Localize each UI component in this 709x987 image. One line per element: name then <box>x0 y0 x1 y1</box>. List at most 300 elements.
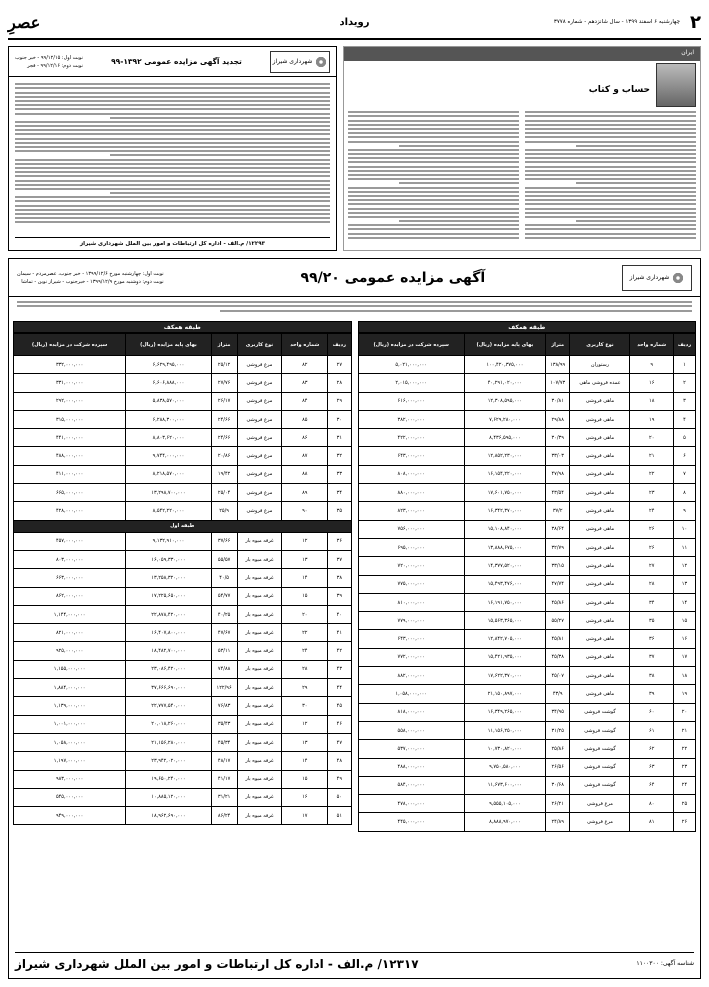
text-line <box>110 117 331 119</box>
table-cell: ماهی فروشی <box>570 557 630 575</box>
table-cell: عمده فروشی ماهی <box>570 374 630 392</box>
table-cell: ۲۶/۱۷ <box>211 392 237 410</box>
table-cell: ۱,۱۴۴,۰۰۰,۰۰۰ <box>14 605 126 623</box>
text-line <box>525 161 696 163</box>
table-cell: ۴۵/۸۶ <box>545 593 570 611</box>
table-cell: ۸۳ <box>282 374 328 392</box>
table-cell: ۸۰۳,۰۰۰,۰۰۰ <box>14 550 126 568</box>
table-cell: ۸۱۰,۰۰۰,۰۰۰ <box>358 593 464 611</box>
table-cell: مرغ فروشی <box>237 429 282 447</box>
table-cell: ۹,۵۵۵,۱۰۵,۰۰۰ <box>464 795 545 813</box>
table-cell: ۹,۱۳۲,۹۱۰,۰۰۰ <box>126 532 211 550</box>
text-line <box>15 142 330 144</box>
table-cell: ۱۹,۶۵۰,۲۴۰,۰۰۰ <box>126 770 211 788</box>
table-cell: ۳۰/۳۹ <box>545 429 570 447</box>
text-line <box>110 192 331 194</box>
text-line <box>15 180 330 182</box>
table-cell: ۶۲ <box>630 740 673 758</box>
table-cell: ۳۰ <box>328 410 351 428</box>
table-cell: ۱۳,۲۵۸,۳۲۰,۰۰۰ <box>126 569 211 587</box>
text-line <box>525 170 696 172</box>
table-cell: ۳۷,۶۶۶,۶۹۰,۰۰۰ <box>126 679 211 697</box>
table-cell: ۸۸۲,۰۰۰,۰۰۰ <box>358 667 464 685</box>
table-cell: ۷۴/۸۸ <box>211 660 237 678</box>
text-line <box>525 166 696 168</box>
text-line <box>15 108 330 110</box>
table-cell: ۳۷ <box>630 648 673 666</box>
text-line <box>525 149 696 151</box>
table-cell: ۲۹ <box>328 392 351 410</box>
table-cell: ۲۴/۸۹ <box>545 813 570 831</box>
table-cell: ماهی فروشی <box>570 447 630 465</box>
article-title: حساب و کتاب <box>588 85 650 95</box>
table-cell: ۱۰ <box>673 520 695 538</box>
auction-intro-text <box>9 297 700 317</box>
table-cell: ۵۳/۱۱ <box>211 642 237 660</box>
table-row <box>14 502 352 520</box>
table-cell: ۲۷ <box>328 356 351 374</box>
table-row <box>14 410 352 428</box>
text-line <box>525 216 696 218</box>
table-cell: ۸,۲۱۸,۵۷۰,۰۰۰ <box>126 465 211 483</box>
table-cell: ۱۷,۲۲۵,۶۵۰,۰۰۰ <box>126 587 211 605</box>
text-line <box>15 209 330 211</box>
table-cell: ۸,۸۸۸,۹۷۰,۰۰۰ <box>464 813 545 831</box>
page-number: ۲ <box>690 11 701 33</box>
table-cell: ۳۷/۲ <box>545 502 570 520</box>
table-cell: ۳۷/۶۶ <box>211 532 237 550</box>
text-line <box>15 221 330 223</box>
table-caption: طبقه همکف <box>13 321 352 333</box>
table-row <box>14 429 352 447</box>
text-line <box>15 104 330 106</box>
table-cell: ۶,۲۸۸,۳۰۰,۰۰۰ <box>126 410 211 428</box>
table-cell: ۱۳ <box>282 733 328 751</box>
column-header: شماره واحد <box>630 334 673 356</box>
text-line <box>348 191 519 193</box>
table-cell: ۳۳/۰۳ <box>545 447 570 465</box>
text-line <box>399 145 519 147</box>
table-cell: ماهی فروشی <box>570 593 630 611</box>
table-cell: غرفه میوه بار <box>237 733 282 751</box>
text-line <box>15 121 330 123</box>
opinion-bar <box>344 47 700 61</box>
text-line <box>15 188 330 190</box>
table-cell: ۲۷ <box>630 557 673 575</box>
text-line <box>525 233 696 235</box>
table-cell: ۶۹۵,۰۰۰,۰۰۰ <box>358 538 464 556</box>
table-cell: ۱۰,۷۳۰,۸۲۰,۰۰۰ <box>464 740 545 758</box>
table-cell: ۴۵/۳۸ <box>545 648 570 666</box>
table-row <box>358 667 696 685</box>
table-cell: غرفه میوه بار <box>237 624 282 642</box>
table-cell: ۵۸۴,۰۰۰,۰۰۰ <box>358 776 464 794</box>
table-row <box>14 733 352 751</box>
table-cell: ۳۴ <box>630 593 673 611</box>
table-row <box>14 484 352 502</box>
text-line <box>348 128 519 130</box>
column-header: ردیف <box>673 334 695 356</box>
table-row <box>14 569 352 587</box>
table-cell: ۹ <box>673 502 695 520</box>
table-cell: غرفه میوه بار <box>237 807 282 825</box>
table-cell: مرغ فروشی <box>237 410 282 428</box>
table-cell: ۱۲,۳۰۸,۵۹۵,۰۰۰ <box>464 392 545 410</box>
text-line <box>525 120 696 122</box>
text-line <box>348 166 519 168</box>
table-cell: ۸۲۱,۰۰۰,۰۰۰ <box>14 624 126 642</box>
table-cell: ۶۳ <box>630 758 673 776</box>
table-cell: ۳۷ <box>328 550 351 568</box>
table-cell: ۸۵ <box>282 410 328 428</box>
table-cell: ۵۴۵,۰۰۰,۰۰۰ <box>14 788 126 806</box>
table-cell: ۴۵/۸۱ <box>545 630 570 648</box>
table-cell: ماهی فروشی <box>570 685 630 703</box>
table-cell: مرغ فروشی <box>237 392 282 410</box>
auction-ad-footer <box>15 952 694 974</box>
table-cell: ۱۵,۴۲۱,۹۳۵,۰۰۰ <box>464 648 545 666</box>
text-line <box>15 146 330 148</box>
table-cell: ۱۰۷/۷۳ <box>545 374 570 392</box>
text-line <box>348 115 519 117</box>
table-row <box>14 679 352 697</box>
table-cell: ۱۶ <box>630 374 673 392</box>
table-cell: مرغ فروشی <box>237 465 282 483</box>
table-cell: ۱۵,۵۶۳,۳۶۵,۰۰۰ <box>464 612 545 630</box>
table-row <box>358 612 696 630</box>
table-cell: ماهی فروشی <box>570 575 630 593</box>
table-cell: ۸۸ <box>282 465 328 483</box>
table-cell: ۴۷/۹۸ <box>545 465 570 483</box>
table-cell: ۲۶ <box>630 538 673 556</box>
opinion-article <box>343 46 701 251</box>
table-cell: ۲۵/۰۴ <box>211 484 237 502</box>
table-cell: ۱۹/۴۲ <box>211 465 237 483</box>
auction-table-right <box>358 321 697 987</box>
column-header: سپرده شرکت در مزایده (ریال) <box>14 334 126 356</box>
table-row <box>358 557 696 575</box>
table-cell: غرفه میوه بار <box>237 569 282 587</box>
auction-table <box>13 333 352 825</box>
table-cell: ۷۷۹,۰۰۰,۰۰۰ <box>358 612 464 630</box>
table-cell: ۲ <box>673 374 695 392</box>
table-cell: ۱۲۲/۹۶ <box>211 679 237 697</box>
table-row <box>358 538 696 556</box>
table-cell: ۹,۷۵۰,۵۸۰,۰۰۰ <box>464 758 545 776</box>
renewal-ad-header <box>9 47 336 77</box>
table-cell: ۱۷ <box>282 807 328 825</box>
table-cell: ۱۴ <box>282 569 328 587</box>
table-row <box>14 356 352 374</box>
table-cell: ۵۵/۵۷ <box>211 550 237 568</box>
table-cell: ۲۷/۷۶ <box>211 374 237 392</box>
text-line <box>15 163 330 165</box>
text-line <box>525 228 696 230</box>
table-row <box>358 410 696 428</box>
table-row <box>358 740 696 758</box>
table-row <box>14 770 352 788</box>
table-cell: ۸۰ <box>630 795 673 813</box>
table-row <box>14 788 352 806</box>
table-cell: ۱۵ <box>282 587 328 605</box>
table-cell: ۷۲۰,۰۰۰,۰۰۰ <box>358 557 464 575</box>
text-line <box>348 199 519 201</box>
table-cell: ۲۶ <box>673 813 695 831</box>
table-cell: ۵,۸۳۸,۵۷۰,۰۰۰ <box>126 392 211 410</box>
table-cell: ۲۴ <box>673 776 695 794</box>
table-cell: ۴۳/۹ <box>545 685 570 703</box>
table-cell: غرفه میوه بار <box>237 550 282 568</box>
table-cell: ۱۰۰,۴۲۰,۳۷۵,۰۰۰ <box>464 356 545 374</box>
table-caption: طبقه همکف <box>358 321 697 333</box>
text-line <box>525 203 696 205</box>
ad-footer-title: ۱۲۳۱۷/ م.الف - اداره کل ارتباطات و امور بین الملل شهرداری شیراز <box>15 956 419 971</box>
section-label: طبقه اول <box>14 520 352 532</box>
table-cell: ۴۷۸,۰۰۰,۰۰۰ <box>358 795 464 813</box>
table-cell: ۸۲۳,۰۰۰,۰۰۰ <box>358 502 464 520</box>
table-cell: ۲۱ <box>630 447 673 465</box>
table-cell: ۱۲ <box>282 532 328 550</box>
table-cell: ۱۶ <box>673 630 695 648</box>
issue-info: چهارشنبه ۶ اسفند ۱۳۹۹ - سال شانزدهم - شماره ۳۷۷۸ <box>553 19 680 25</box>
table-row <box>14 807 352 825</box>
table-row <box>358 593 696 611</box>
table-row <box>14 465 352 483</box>
table-cell: ۲۴/۶۶ <box>211 410 237 428</box>
table-cell: ۱۶,۱۵۴,۲۲۰,۰۰۰ <box>464 465 545 483</box>
table-cell: ۴۶ <box>328 715 351 733</box>
table-cell: ۸,۸۰۳,۶۲۰,۰۰۰ <box>126 429 211 447</box>
table-cell: ۲۶/۵۶ <box>545 758 570 776</box>
table-row <box>358 630 696 648</box>
table-row <box>358 429 696 447</box>
auction-logo <box>622 265 692 291</box>
table-cell: ماهی فروشی <box>570 465 630 483</box>
table-cell: ۴۱/۱۷ <box>211 770 237 788</box>
table-cell: ۱۵,۴۹۳,۴۷۶,۰۰۰ <box>464 575 545 593</box>
table-cell: ۳۳۲,۰۰۰,۰۰۰ <box>14 356 126 374</box>
table-cell: غرفه میوه بار <box>237 532 282 550</box>
table-cell: ۱,۰۵۸,۰۰۰,۰۰۰ <box>358 685 464 703</box>
table-row <box>358 721 696 739</box>
table-cell: ۳۹ <box>328 587 351 605</box>
table-cell: ۴۵/۰۷ <box>545 667 570 685</box>
table-cell: ۱,۱۹۷,۰۰۰,۰۰۰ <box>14 752 126 770</box>
table-cell: ۱۸,۹۶۲,۶۹۰,۰۰۰ <box>126 807 211 825</box>
table-cell: ۳۶ <box>328 532 351 550</box>
auction-table-left <box>13 321 352 987</box>
table-cell: ۳۱/۲۵ <box>545 721 570 739</box>
table-cell: ۱۹ <box>673 685 695 703</box>
table-cell: ۸,۴۳۶,۵۹۵,۰۰۰ <box>464 429 545 447</box>
table-cell: ۱۶,۱۹۱,۷۵۰,۰۰۰ <box>464 593 545 611</box>
text-line <box>15 129 330 131</box>
table-cell: ۱۷,۶۲۲,۳۷۰,۰۰۰ <box>464 667 545 685</box>
table-row <box>358 813 696 831</box>
table-cell: ۹ <box>630 356 673 374</box>
table-cell: ۲۰/۸۶ <box>211 447 237 465</box>
table-cell: ۱۱ <box>673 538 695 556</box>
table-cell: مرغ فروشی <box>237 484 282 502</box>
text-line <box>348 233 519 235</box>
text-line <box>348 157 519 159</box>
table-cell: ماهی فروشی <box>570 392 630 410</box>
text-line <box>348 237 519 239</box>
table-cell: ۶ <box>673 447 695 465</box>
article-text-col-2 <box>348 109 519 246</box>
table-cell: ۲۰ <box>630 429 673 447</box>
renewal-ad-footer: ۱۲۲۹۳/ م.الف - اداره کل ارتباطات و امور بین الملل شهرداری شیراز <box>15 237 330 247</box>
table-cell: ۲۰ <box>673 703 695 721</box>
table-cell: ۷۷۵,۰۰۰,۰۰۰ <box>358 575 464 593</box>
text-line <box>15 87 330 89</box>
table-cell: ۱۷ <box>673 648 695 666</box>
header-right <box>554 12 701 33</box>
table-row <box>14 550 352 568</box>
text-line <box>348 124 519 126</box>
table-row <box>358 758 696 776</box>
table-cell: ۵۰ <box>328 788 351 806</box>
table-row <box>14 697 352 715</box>
text-line <box>348 212 519 214</box>
table-cell: ۱۳۸/۹۹ <box>545 356 570 374</box>
table-row <box>358 465 696 483</box>
table-cell: ۳۵/۴۳ <box>211 715 237 733</box>
table-cell: ۲۸ <box>630 575 673 593</box>
text-line <box>348 178 519 180</box>
table-cell: گوشت فروشی <box>570 758 630 776</box>
renewal-ad <box>8 46 337 251</box>
table-cell: ۸۰۸,۰۰۰,۰۰۰ <box>358 465 464 483</box>
text-line <box>15 96 330 98</box>
text-line <box>525 199 696 201</box>
table-cell: ۶۶۳,۰۰۰,۰۰۰ <box>14 569 126 587</box>
table-cell: غرفه میوه بار <box>237 697 282 715</box>
table-row <box>358 520 696 538</box>
table-cell: ۴۰ <box>328 605 351 623</box>
table-row <box>358 776 696 794</box>
table-cell: ۴۷/۷۴ <box>545 575 570 593</box>
table-cell: ۶۱۶,۰۰۰,۰۰۰ <box>358 392 464 410</box>
auction-ad <box>8 258 701 979</box>
article-text-col-1 <box>525 109 696 246</box>
text-line <box>399 220 519 222</box>
renewal-ad-dates <box>15 54 83 70</box>
table-cell: ۵,۰۲۱,۰۰۰,۰۰۰ <box>358 356 464 374</box>
text-line <box>525 187 696 189</box>
text-line <box>15 184 330 186</box>
table-cell: گوشت فروشی <box>570 776 630 794</box>
table-header-row <box>358 334 696 356</box>
table-cell: ۷ <box>673 465 695 483</box>
table-cell: ۵۴/۷۷ <box>211 587 237 605</box>
table-cell: ۱۵,۱۰۸,۸۴۰,۰۰۰ <box>464 520 545 538</box>
table-cell: ۲۲ <box>282 624 328 642</box>
text-line <box>348 136 519 138</box>
table-cell: ۳۲ <box>328 447 351 465</box>
table-cell: ۳۴/۹۵ <box>545 703 570 721</box>
table-cell: گوشت فروشی <box>570 740 630 758</box>
table-cell: ۲۶ <box>630 520 673 538</box>
table-cell: ۱,۰۵۸,۰۰۰,۰۰۰ <box>14 733 126 751</box>
table-cell: گوشت فروشی <box>570 703 630 721</box>
table-cell: ۳۰/۶۸ <box>545 776 570 794</box>
table-cell: ۴۷/۶۷ <box>211 624 237 642</box>
table-row <box>358 447 696 465</box>
table-cell: ۸ <box>673 484 695 502</box>
auction-ad-title: آگهی مزایده عمومی ۹۹/۲۰ <box>300 269 486 286</box>
table-cell: ۳۰/۸۱ <box>545 392 570 410</box>
text-line <box>15 196 330 198</box>
text-line <box>15 213 330 215</box>
text-line <box>525 237 696 239</box>
table-cell: ۲۹ <box>282 679 328 697</box>
table-cell: ۳۸ <box>630 667 673 685</box>
column-header: شماره واحد <box>282 334 328 356</box>
table-cell: ۱۲,۸۵۲,۲۳۰,۰۰۰ <box>464 447 545 465</box>
table-row <box>358 685 696 703</box>
table-cell: ۱۳ <box>673 575 695 593</box>
table-cell: ۱۲ <box>673 557 695 575</box>
article-body <box>348 109 696 246</box>
text-line <box>17 305 692 307</box>
table-cell: ماهی فروشی <box>570 648 630 666</box>
auction-table <box>358 333 697 832</box>
table-cell: ۹۰ <box>282 502 328 520</box>
text-line <box>348 224 519 226</box>
table-cell: ۲۱ <box>673 721 695 739</box>
auction-ad-header <box>9 259 700 297</box>
table-cell: ۲۳ <box>673 758 695 776</box>
auction-logo-text: شهرداری شیراز <box>629 274 670 281</box>
table-cell: ۸۶/۲۴ <box>211 807 237 825</box>
table-cell: ۲۲ <box>673 740 695 758</box>
text-line <box>576 145 696 147</box>
table-row <box>14 752 352 770</box>
text-line <box>525 208 696 210</box>
table-cell: ۱,۸۸۴,۰۰۰,۰۰۰ <box>14 679 126 697</box>
text-line <box>15 159 330 161</box>
table-cell: ۴۸ <box>328 752 351 770</box>
text-line <box>348 170 519 172</box>
table-cell: ۳۴ <box>328 484 351 502</box>
table-row <box>358 356 696 374</box>
table-cell: ۱۶,۴۰۷,۸۰۰,۰۰۰ <box>126 624 211 642</box>
table-cell: ۲۲ <box>630 465 673 483</box>
text-line <box>399 182 519 184</box>
table-cell: ۸۶۲,۰۰۰,۰۰۰ <box>14 587 126 605</box>
table-cell: ۲۱,۱۵۶,۲۸۰,۰۰۰ <box>126 733 211 751</box>
table-cell: ۴۸/۱۷ <box>211 752 237 770</box>
text-line <box>525 124 696 126</box>
table-cell: مرغ فروشی <box>237 447 282 465</box>
text-line <box>525 132 696 134</box>
text-line <box>525 157 696 159</box>
text-line <box>15 167 330 169</box>
table-cell: ۱۶ <box>282 788 328 806</box>
table-cell: ۲۵/۹ <box>211 502 237 520</box>
table-cell: غرفه میوه بار <box>237 752 282 770</box>
table-cell: ۲۴ <box>630 502 673 520</box>
column-header: متراژ <box>545 334 570 356</box>
table-cell: ۲۱,۱۵۰,۸۹۷,۰۰۰ <box>464 685 545 703</box>
table-cell: ۱۶,۰۵۹,۳۳۰,۰۰۰ <box>126 550 211 568</box>
text-line <box>348 228 519 230</box>
table-cell: ۱۶,۳۴۹,۲۶۵,۰۰۰ <box>464 703 545 721</box>
table-cell: ۲۳,۹۴۲,۰۲۰,۰۰۰ <box>126 752 211 770</box>
table-cell: ماهی فروشی <box>570 612 630 630</box>
table-cell: ۴۱۱,۰۰۰,۰۰۰ <box>14 465 126 483</box>
